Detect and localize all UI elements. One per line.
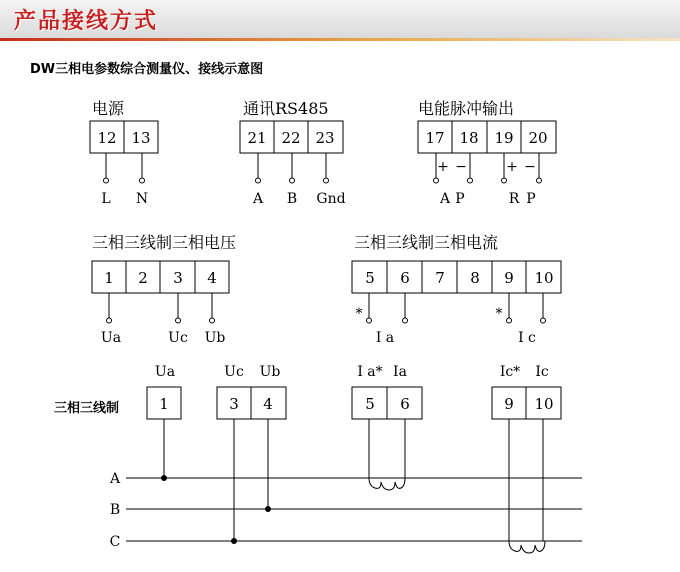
wiring-boxes — [147, 387, 561, 419]
voltage-label-ub: Ub — [204, 330, 226, 346]
terminal-2: 2 — [138, 269, 148, 287]
rs485-label-b: B — [286, 191, 298, 207]
terminal-17: 17 — [425, 129, 445, 147]
pulse-sign-ap-plus: + — [437, 159, 449, 175]
wiring-terminal-10: 10 — [534, 395, 554, 413]
terminal-21: 21 — [247, 129, 267, 147]
voltage-label-ua: Ua — [100, 330, 122, 346]
current-star-c: * — [495, 306, 503, 322]
pulse-sign-ap-minus: − — [455, 159, 467, 175]
diagram-subtitle: DW三相电参数综合测量仪、接线示意图 — [30, 62, 264, 77]
ct-coil-a — [369, 478, 405, 490]
wiring-label-ia: Ia — [393, 364, 407, 380]
terminal-5: 5 — [365, 269, 375, 287]
terminal-8: 8 — [470, 269, 480, 287]
wiring-terminal-3: 3 — [229, 395, 239, 413]
power-title: 电源 — [92, 99, 125, 118]
rs485-label-gnd: Gnd — [316, 191, 346, 207]
power-label-l: L — [101, 191, 111, 207]
terminal-1: 1 — [104, 269, 114, 287]
phase-label-a: A — [109, 471, 121, 487]
voltage-title: 三相三线制三相电压 — [92, 233, 237, 252]
terminal-10: 10 — [534, 269, 554, 287]
pulse-title: 电能脉冲输出 — [418, 99, 515, 118]
terminal-12: 12 — [97, 129, 117, 147]
terminal-7: 7 — [435, 269, 445, 287]
wiring-terminal-6: 6 — [400, 395, 410, 413]
terminal-3: 3 — [173, 269, 183, 287]
phase-label-c: C — [109, 534, 121, 550]
pulse-label-r: R — [508, 191, 520, 207]
terminal-23: 23 — [315, 129, 335, 147]
wiring-drops — [164, 419, 543, 541]
pulse-label-p2: P — [526, 191, 536, 207]
current-terminal-block — [352, 261, 561, 323]
terminal-13: 13 — [131, 129, 151, 147]
current-label-ic: I c — [518, 330, 536, 346]
terminal-9: 9 — [504, 269, 514, 287]
terminal-20: 20 — [528, 129, 548, 147]
terminal-18: 18 — [459, 129, 479, 147]
wiring-terminal-5: 5 — [365, 395, 375, 413]
terminal-19: 19 — [494, 129, 514, 147]
power-label-n: N — [135, 191, 149, 207]
pulse-sign-rp-minus: − — [524, 159, 536, 175]
wiring-side-label: 三相三线制 — [54, 401, 120, 416]
current-label-ia: I a — [375, 330, 395, 346]
rs485-label-a: A — [252, 191, 264, 207]
phase-label-b: B — [109, 502, 121, 518]
terminal-22: 22 — [281, 129, 301, 147]
current-title: 三相三线制三相电流 — [354, 233, 499, 252]
pulse-sign-rp-plus: + — [506, 159, 518, 175]
current-star-a: * — [355, 306, 363, 322]
wiring-label-ub: Ub — [259, 364, 281, 380]
rs485-title: 通讯RS485 — [243, 99, 329, 118]
wiring-terminal-4: 4 — [263, 395, 273, 413]
wiring-terminal-9: 9 — [504, 395, 514, 413]
pulse-label-a: A — [439, 191, 451, 207]
wiring-terminal-1: 1 — [159, 395, 169, 413]
terminal-4: 4 — [207, 269, 217, 287]
phase-lines — [126, 478, 582, 541]
header-title: 产品接线方式 — [14, 9, 159, 34]
wiring-label-ic-star: Ic* — [499, 364, 521, 380]
terminal-6: 6 — [400, 269, 410, 287]
voltage-label-uc: Uc — [168, 330, 188, 346]
ct-coil-c — [509, 541, 545, 553]
wiring-label-ua: Ua — [154, 364, 176, 380]
wiring-label-ic: Ic — [535, 364, 549, 380]
wiring-label-uc: Uc — [224, 364, 244, 380]
pulse-label-p1: P — [455, 191, 465, 207]
wiring-label-ia-star: I a* — [357, 364, 383, 380]
